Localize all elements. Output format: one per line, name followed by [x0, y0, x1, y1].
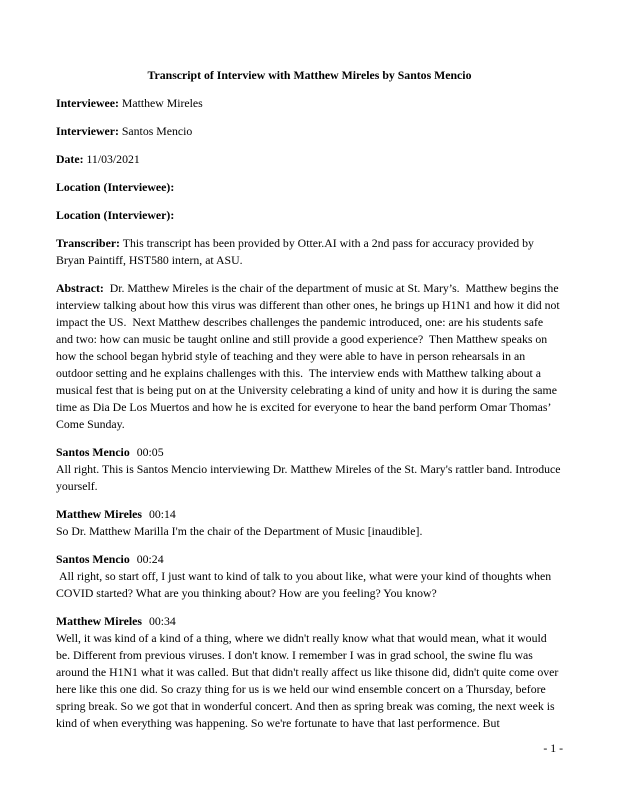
- page-number: - 1 -: [543, 741, 563, 755]
- metadata-value: Santos Mencio: [118, 124, 193, 138]
- metadata-value: This transcript has been provided by Otter.AI with a 2nd pass for accuracy provided by Bryan Paintiff, HST580 intern, at ASU.: [56, 236, 537, 267]
- metadata-label: Abstract:: [56, 281, 104, 295]
- metadata-section: [56, 95, 563, 433]
- metadata-row: [56, 280, 563, 433]
- transcript-utterance: [56, 444, 563, 495]
- speaker-name: Matthew Mireles: [56, 614, 142, 628]
- speaker-line: [56, 444, 563, 461]
- metadata-label: Interviewer:: [56, 124, 119, 138]
- metadata-label: Date:: [56, 152, 84, 166]
- utterance-text: All right. This is Santos Mencio interviewing Dr. Matthew Mireles of the St. Mary's rattler band. Introduce yourself.: [56, 462, 564, 493]
- metadata-label: Transcriber:: [56, 236, 120, 250]
- transcript-utterance: [56, 613, 563, 732]
- metadata-label: Interviewee:: [56, 96, 119, 110]
- utterance-timestamp: 00:14: [148, 507, 176, 521]
- speaker-name: Santos Mencio: [56, 552, 130, 566]
- speaker-line: [56, 551, 563, 568]
- document-title: Transcript of Interview with Matthew Mireles by Santos Mencio: [147, 68, 472, 82]
- speaker-line: [56, 506, 563, 523]
- metadata-value: Dr. Matthew Mireles is the chair of the department of music at St. Mary’s. Matthew begins the interview talking about how this virus was different than other ones, he brings up H1N1 and how it did not impact the US. Next Matthew describes challenges the pandemic introduced, one: are his students safe and two: how can music be taught online and still provide a good experience? Then Matthew speaks on how the school began hybrid style of teaching and they were able to have in person rehearsals in an outdoor setting and he explains challenges with this. The interview ends with Matthew talking about a musical fest that is being put on at the University celebrating a kind of unity and how it is during the same time as Dia De Los Muertos and how he is excited for everyone to hear the band perform Omar Thomas’ Come Sunday.: [56, 281, 563, 431]
- metadata-row: [56, 151, 563, 168]
- metadata-row: [56, 179, 563, 196]
- utterance-timestamp: 00:34: [148, 614, 176, 628]
- utterance-text: Well, it was kind of a kind of a thing, where we didn't really know what that would mean, what it would be. Different from previous viruses. I don't know. I remember I was in grad school, the swine flu was around the H1N1 what it was called. But that didn't really affect us like thisone did, didn't quite come over here like this one did. So crazy thing for us is we held our wind ensemble concert on a Thursday, before spring break. So we got that in wonderful concert. And then as spring break was coming, the next week is kind of when everything was happening. So we're fortunate to have that last performence. But: [56, 631, 562, 730]
- metadata-label: Location (Interviewer):: [56, 208, 175, 222]
- transcript-utterance: [56, 506, 563, 540]
- metadata-row: [56, 123, 563, 140]
- metadata-row: [56, 207, 563, 224]
- metadata-label: Location (Interviewee):: [56, 180, 175, 194]
- transcript-utterance: [56, 551, 563, 602]
- utterance-text: So Dr. Matthew Marilla I'm the chair of the Department of Music [inaudible].: [56, 524, 423, 538]
- utterance-timestamp: 00:24: [136, 552, 164, 566]
- utterance-text: All right, so start off, I just want to kind of talk to you about like, what were your kind of thoughts when COVID started? What are you thinking about? How are you feeling? You know?: [56, 569, 555, 600]
- metadata-value: 11/03/2021: [83, 152, 140, 166]
- metadata-value: Matthew Mireles: [118, 96, 203, 110]
- speaker-name: Santos Mencio: [56, 445, 130, 459]
- metadata-row: [56, 235, 563, 269]
- transcript-section: [56, 444, 563, 732]
- speaker-line: [56, 613, 563, 630]
- speaker-name: Matthew Mireles: [56, 507, 142, 521]
- metadata-row: [56, 95, 563, 112]
- utterance-timestamp: 00:05: [136, 445, 164, 459]
